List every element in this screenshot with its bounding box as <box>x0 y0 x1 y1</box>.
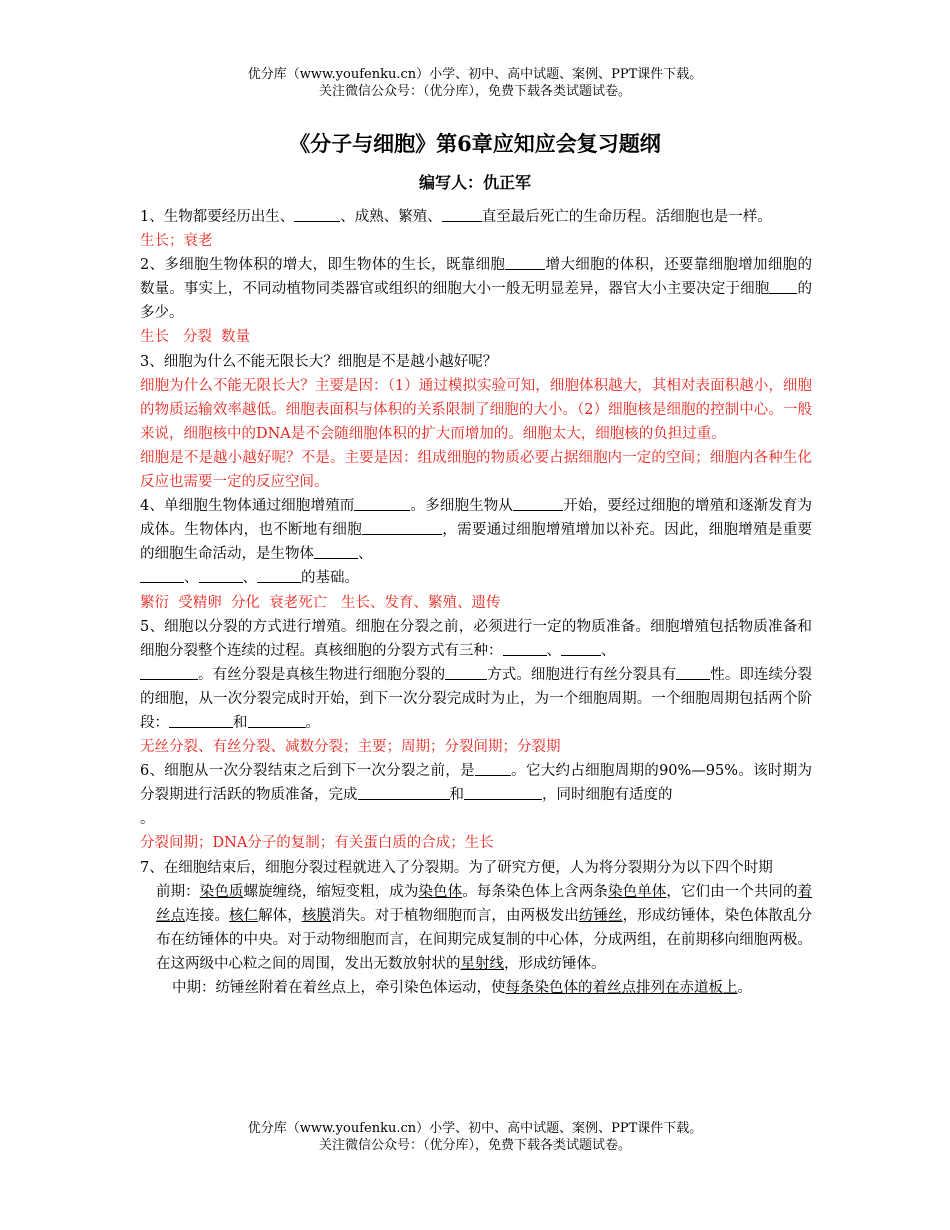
page-footer <box>0 1120 950 1154</box>
answer-6: 分裂间期；DNA分子的复制；有关蛋白质的合成；生长 <box>140 835 494 852</box>
question-1: 1、生物都要经历出生、 、成熟、繁殖、 直至最后死亡的生命历程。活细胞也是一样。 <box>140 209 772 225</box>
answer-blank <box>140 665 198 680</box>
metaphase-description: 中期：纺锤丝附着在着丝点上，牵引染色体运动，使每条染色体的着丝点排列在赤道板上。 <box>172 980 752 996</box>
answer-5: 无丝分裂、有丝分裂、减数分裂；主要；周期；分裂间期；分裂期 <box>140 739 561 756</box>
answer-blank <box>442 207 482 222</box>
answer-blank <box>464 785 542 800</box>
prophase-description: 前期：染色质螺旋缠绕，缩短变粗，成为染色体。每条染色体上含两条染色单体，它们由一个共同的着丝点连接。核仁解体，核膜消失。对于植物细胞而言，由两极发出纺锤丝，形成纺锤体，染色体散乱分布在纺锤体的中央。对于动物细胞而言，在间期完成复制的中心体，分成两组，在前期移向细胞两极。在这两级中心粒之间的周围，发出无数放射状的星射线，形成纺锤体。 <box>156 883 813 972</box>
question-5: 5、细胞以分裂的方式进行增殖。细胞在分裂之前，必须进行一定的物质准备。细胞增殖包括物质准备和细胞分裂整个连续的过程。真核细胞的分裂方式有三种： 、 、 。有丝分裂是真核生物进行细胞分裂的 方式。细胞进行有丝分裂具有 性。即连续分裂的细胞，从一次分裂完成时开始，到下一次分裂完成时为止，为一个细胞周期。一个细胞周期包括两个阶段： 和 。 <box>140 618 813 731</box>
header-line-1: 优分库（www.youfenku.cn）小学、初中、高中试题、案例、PPT课件下载。 <box>247 67 703 82</box>
answer-blank <box>513 496 563 511</box>
document-title: 《分子与细胞》第6章应知应会复习题纲 <box>289 131 661 156</box>
answer-blank <box>769 279 797 294</box>
answer-blank <box>505 255 545 270</box>
footer-line-2: 关注微信公众号：（优分库），免费下载各类试题试卷。 <box>318 1138 631 1153</box>
answer-blank <box>248 713 306 728</box>
question-6: 6、细胞从一次分裂结束之后到下一次分裂之前，是 。它大约占细胞周期的90%—95%。该时期为分裂期进行活跃的物质准备，完成 和 ，同时细胞有适度的 。 <box>140 763 812 828</box>
answer-4: 繁衍 受精卵 分化 衰老死亡 生长、发育、繁殖、遗传 <box>140 594 501 611</box>
answer-blank <box>503 641 547 656</box>
question-4: 4、单细胞生物体通过细胞增殖而 。多细胞生物从 开始，要经过细胞的增殖和逐渐发育为成体。生物体内，也不断地有细胞 ，需要通过细胞增殖增加以补充。因此，细胞增殖是重要的细胞生命活动，是生物体 、 、 、 的基础。 <box>140 498 812 587</box>
answer-blank <box>294 207 340 222</box>
answer-blank <box>314 544 358 559</box>
document-body <box>140 205 812 1000</box>
answer-blank <box>362 520 442 535</box>
answer-blank <box>354 496 410 511</box>
answer-blank <box>199 568 243 583</box>
author-line: 编写人：仇正军 <box>418 173 531 192</box>
answer-3-part-2: 细胞是不是越小越好呢？不是。主要是因：组成细胞的物质必要占据细胞内一定的空间；细胞内各种生化反应也需要一定的反应空间。 <box>140 449 812 491</box>
answer-blank <box>169 713 233 728</box>
header-line-2: 关注微信公众号：（优分库），免费下载各类试题试卷。 <box>318 84 631 99</box>
answer-1: 生长；衰老 <box>140 233 213 250</box>
answer-blank <box>676 665 710 680</box>
answer-blank <box>561 641 601 656</box>
answer-blank <box>140 568 184 583</box>
question-3: 3、细胞为什么不能无限长大？细胞是不是越小越好呢？ <box>140 353 498 370</box>
answer-blank <box>475 761 511 776</box>
footer-line-1: 优分库（www.youfenku.cn）小学、初中、高中试题、案例、PPT课件下载。 <box>247 1121 703 1136</box>
answer-2: 生长 分裂 数量 <box>140 329 251 346</box>
answer-blank <box>445 665 487 680</box>
answer-blank <box>358 785 450 800</box>
question-7: 7、在细胞结束后，细胞分裂过程就进入了分裂期。为了研究方便，人为将分裂期分为以下四个时期 <box>140 859 773 876</box>
page-header <box>0 66 950 100</box>
answer-blank <box>257 568 301 583</box>
question-2: 2、多细胞生物体积的增大，即生物体的生长，既靠细胞 增大细胞的体积，还要靠细胞增加细胞的数量。事实上，不同动植物同类器官或组织的细胞大小一般无明显差异，器官大小主要决定于细胞 的多少。 <box>140 257 812 322</box>
answer-3-part-1: 细胞为什么不能无限长大？主要是因：（1）通过模拟实验可知，细胞体积越大，其相对表面积越小，细胞的物质运输效率越低。细胞表面积与体积的关系限制了细胞的大小。（2）细胞核是细胞的控制中心。一般来说，细胞核中的DNA是不会随细胞体积的扩大而增加的。细胞太大，细胞核的负担过重。 <box>140 377 812 442</box>
